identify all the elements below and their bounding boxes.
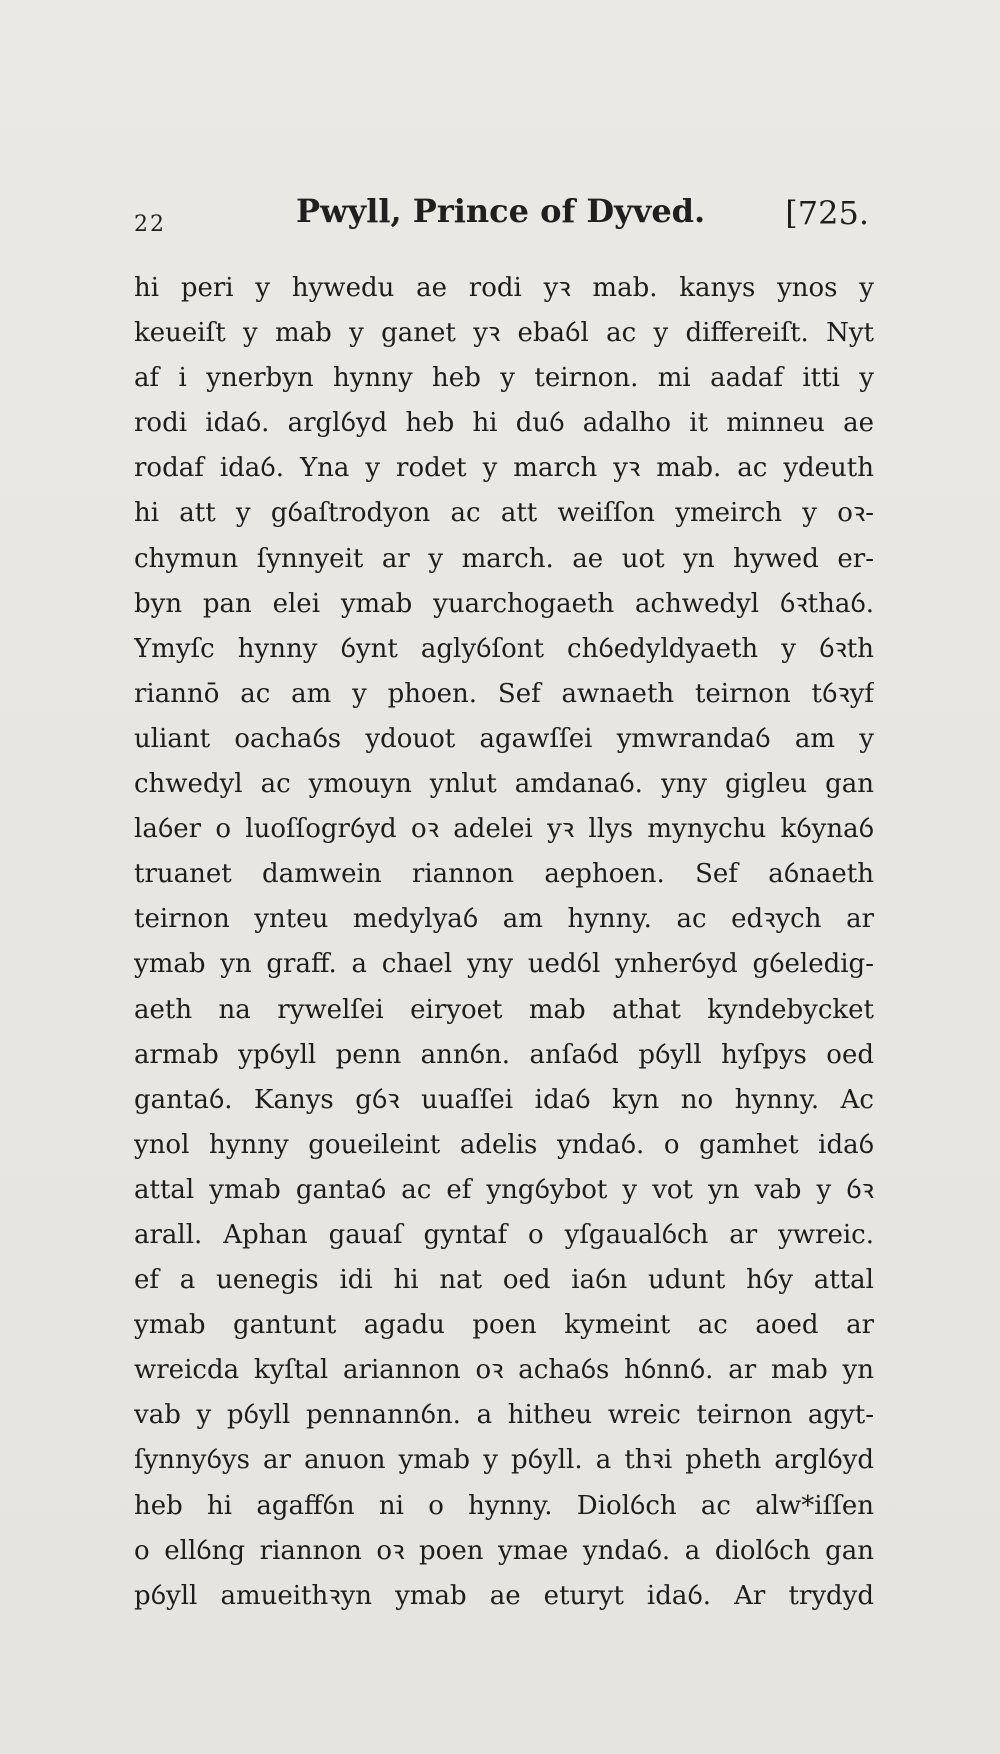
body-text: [134, 266, 874, 1619]
text-line: laỽer o luoſſogrỽyd oꝛ adelei yꝛ llys mynychu kỽynaỽ: [134, 814, 874, 845]
text-line: arall. Aphan gauaſ gyntaf o yſgaualỽch ar ywreic.: [134, 1219, 874, 1250]
text-line: af i ynerbyn hynny heb y teirnon. mi aadaf itti y: [134, 363, 874, 394]
text-line: keueiſt y mab y ganet yꝛ ebaỽl ac y differeiſt. Nyt: [134, 318, 874, 349]
text-line: attal ymab gantaỽ ac ef yngỽybot y vot yn vab y ỽꝛ: [134, 1174, 874, 1205]
text-line: armab ypỽyll penn annỽn. anſaỽd pỽyll hyſpys oed: [134, 1039, 874, 1070]
text-line: byn pan elei ymab yuarchogaeth achwedyl ỽꝛthaỽ.: [134, 588, 874, 619]
text-line: ſynnyỽys ar anuon ymab y pỽyll. a thꝛi pheth arglỽyd: [134, 1445, 874, 1476]
text-line: aeth na rywelſei eiryoet mab athat kyndebycket: [134, 994, 874, 1025]
text-line: hi att y gỽaſtrodyon ac att weiſſon ymeirch y oꝛ-: [134, 498, 874, 529]
running-title: Pwyll, Prince of Dyved.: [296, 192, 706, 230]
text-line: ef a uenegis idi hi nat oed iaỽn udunt hỽy attal: [134, 1265, 874, 1296]
text-line: vab y pỽyll pennannỽn. a hitheu wreic teirnon agyt-: [134, 1400, 874, 1431]
text-line: wreicda kyſtal ariannon oꝛ achaỽs hỽnnỽ. ar mab yn: [134, 1355, 874, 1386]
text-line: gantaỽ. Kanys gỽꝛ uuaſſei idaỽ kyn no hynny. Ac: [134, 1084, 874, 1115]
text-line: riannō ac am y phoen. Sef awnaeth teirnon tỽꝛyf: [134, 678, 874, 709]
text-line: o ellỽng riannon oꝛ poen ymae yndaỽ. a diolỽch gan: [134, 1535, 874, 1566]
text-line: ymab gantunt agadu poen kymeint ac aoed ar: [134, 1310, 874, 1341]
text-line: uliant oachaỽs ydouot agawſſei ymwrandaỽ am y: [134, 723, 874, 754]
text-line: ymab yn graff. a chael yny uedỽl ynherỽyd gỽeledig-: [134, 949, 874, 980]
page-number: 22: [134, 212, 166, 237]
text-line: rodi idaỽ. arglỽyd heb hi duỽ adalho it minneu ae: [134, 408, 874, 439]
folio-reference: [725.: [785, 194, 869, 232]
text-line: rodaf idaỽ. Yna y rodet y march yꝛ mab. ac ydeuth: [134, 453, 874, 484]
text-line: heb hi agaffỽn ni o hynny. Diolỽch ac alw*iſſen: [134, 1490, 874, 1521]
text-line: chwedyl ac ymouyn ynlut amdanaỽ. yny gigleu gan: [134, 769, 874, 800]
text-line: Ymyſc hynny ỽynt aglyỽſont chỽedyldyaeth y ỽꝛth: [134, 633, 874, 664]
text-line: truanet damwein riannon aephoen. Sef aỽnaeth: [134, 859, 874, 890]
text-line: teirnon ynteu medylyaỽ am hynny. ac edꝛych ar: [134, 904, 874, 935]
text-line: pỽyll amueithꝛyn ymab ae eturyt idaỽ. Ar trydyd: [134, 1580, 874, 1611]
page-header: [134, 186, 869, 236]
text-line: hi peri y hywedu ae rodi yꝛ mab. kanys ynos y: [134, 273, 874, 303]
text-line: chymun ſynnyeit ar y march. ae uot yn hywed er-: [134, 543, 874, 574]
text-line: ynol hynny goueileint adelis yndaỽ. o gamhet idaỽ: [134, 1129, 874, 1160]
